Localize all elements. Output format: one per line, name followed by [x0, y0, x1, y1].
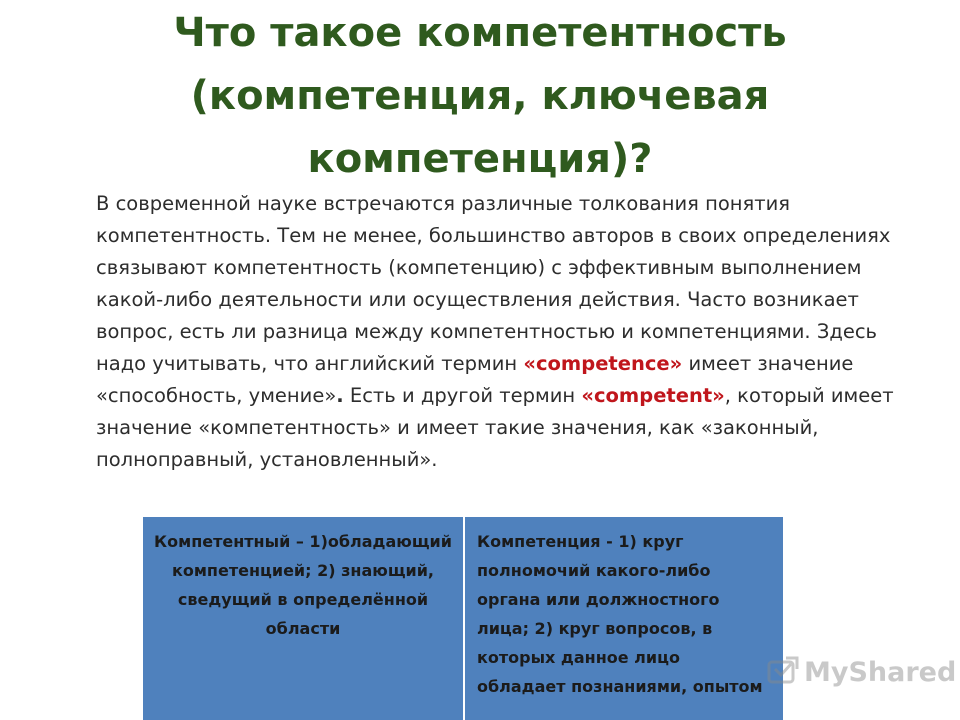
title-line-1: Что такое компетентность: [173, 10, 787, 56]
myshared-watermark: [766, 655, 956, 689]
body-paragraph: [96, 188, 916, 476]
definition-competent-cell: Компетентный – 1)обладающий компетенцией; 2) знающий, сведущий в определённой области: [143, 517, 465, 720]
body-text-part-1: В современной науке встречаются различные толкования понятия компетентность. Тем не менее, большинство авторов в своих определениях связывают компетентность (компетенцию) с эффективным выполнением какой-либо деятельности или осуществления действия. Часто возникает вопрос, есть ли разница между компетентностью и компетенциями. Здесь надо учитывать, что английский термин: [96, 192, 891, 375]
watermark-text: MyShared: [804, 656, 957, 688]
definitions-table: [143, 517, 783, 720]
title-line-2: (компетенция, ключевая: [190, 73, 770, 119]
slide-title: [60, 2, 900, 191]
definition-competence-cell: Компетенция - 1) круг полномочий какого-либо органа или должностного лица; 2) круг вопросов, в которых данное лицо обладает познаниями, опытом: [477, 532, 763, 696]
myshared-logo-icon: [766, 655, 800, 689]
body-text-part-3: Есть и другой термин: [343, 384, 582, 407]
term-competent: «competent»: [581, 384, 725, 407]
body-text-period: .: [336, 384, 344, 407]
term-competence: «competence»: [523, 352, 683, 375]
title-line-3: компетенция)?: [307, 136, 653, 182]
body-text-part-2: имеет значение «способность, умение»: [96, 352, 854, 407]
body-text-part-4: , который имеет значение «компетентность» и имеет такие значения, как «законный, полноправный, установленный».: [96, 384, 894, 471]
